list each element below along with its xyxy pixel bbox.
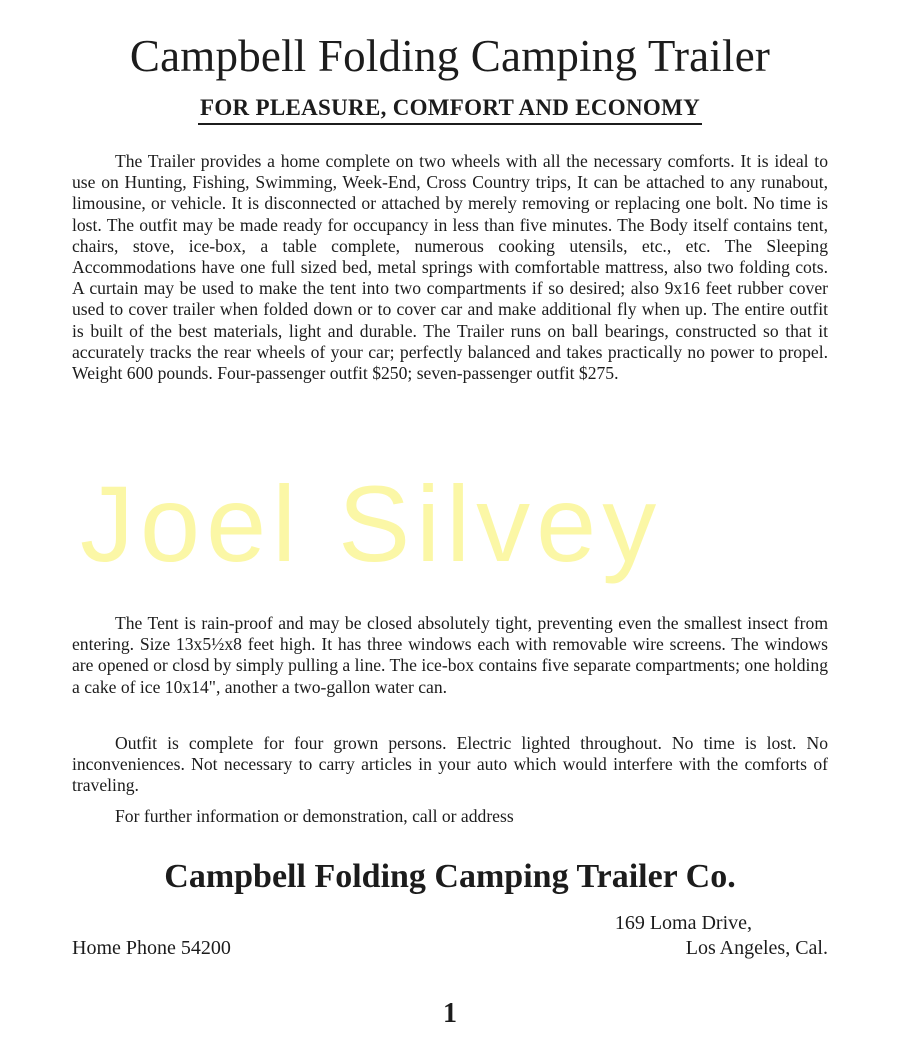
subtitle-container xyxy=(0,95,900,125)
outfit-paragraph: Outfit is complete for four grown persons. Electric lighted throughout. No time is lost. No inconveniences. Not necessary to carry articles in your auto which would interfere with the comforts of traveling. xyxy=(72,733,828,796)
company-name: Campbell Folding Camping Trailer Co. xyxy=(164,858,736,895)
page-number: 1 xyxy=(443,998,457,1029)
address-line-1: 169 Loma Drive, xyxy=(614,912,752,934)
tent-paragraph: The Tent is rain-proof and may be closed absolutely tight, preventing even the smallest insect from entering. Size 13x5½x8 feet high. It has three windows each with removable wire screens. The windows are opened or closd by simply pulling a line. The ice-box contains five separate compartments; one holding a cake of ice 10x14", another a two-gallon water can. xyxy=(72,613,828,697)
phone-number: Home Phone 54200 xyxy=(72,937,231,959)
description-paragraph: The Trailer provides a home complete on two wheels with all the necessary comforts. It is ideal to use on Hunting, Fishing, Swimming, Week-End, Cross Country trips, It can be attached to any runabout, limousine, or vehicle. It is disconnected or attached by merely removing or replacing one bolt. No time is lost. The outfit may be made ready for occupancy in less than five minutes. The Body itself contains tent, chairs, stove, ice-box, a table complete, numerous cooking utensils, etc., etc. The Sleeping Accommodations have one full sized bed, metal springs with comfortable mattress, also two folding cots. A curtain may be used to make the tent into two compartments if so desired; also 9x16 feet rubber cover used to cover trailer when folded down or to cover car and make additional fly when up. The entire outfit is built of the best materials, light and durable. The Trailer runs on ball bearings, constructed so that it accurately tracks the rear wheels of your car; perfectly balanced and takes practically no power to propel. Weight 600 pounds. Four-passenger outfit $250; seven-passenger outfit $275. xyxy=(72,151,828,384)
page-subtitle: FOR PLEASURE, COMFORT AND ECONOMY xyxy=(198,95,702,125)
contact-paragraph: For further information or demonstration, call or address xyxy=(115,806,514,826)
address-line-2: Los Angeles, Cal. xyxy=(685,937,828,959)
watermark: Joel Silvey xyxy=(80,463,663,584)
page-title: Campbell Folding Camping Trailer xyxy=(129,31,771,81)
